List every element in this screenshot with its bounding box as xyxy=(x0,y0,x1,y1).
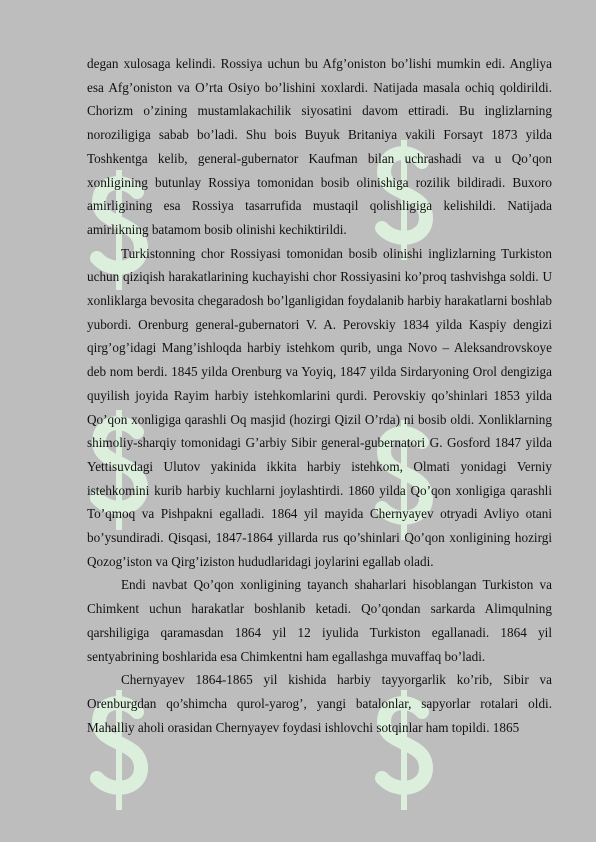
paragraph: degan xulosaga kelindi. Rossiya uchun bu Afg’oniston bo’lishi mumkin edi. Angliya esa Afg’oniston va O’rta Osiyo bo’lishini xoxlardi. Natijada masala ochiq qoldirildi. Chorizm o’zining mustamlakachilik siyosatini davom ettiradi. Bu inglizlarning noroziligiga sabab bo’ladi. Shu bois Buyuk Britaniya vakili Forsayt 1873 yilda Toshkentga kelib, general-gubernator Kaufman bilan uchrashadi va u Qo’qon xonligining butunlay Rossiya tomonidan bosib olinishiga rozilik bildiradi. Buxoro amirligining esa Rossiya tasarrufida mustaqil qolishligiga kelishildi. Natijada amirlikning batamom bosib olinishi kechiktirildi. xyxy=(87,56,552,237)
body-text xyxy=(87,52,552,739)
paragraph: Endi navbat Qo’qon xonligining tayanch shaharlari hisoblangan Turkiston va Chimkent uchun harakatlar boshlanib ketadi. Qo’qondan sarkarda Alimqulning qarshiligiga qaramasdan 1864 yil 12 iyulida Turkiston egallanadi. 1864 yil sentyabrining boshlarida esa Chimkentni ham egallashga muvaffaq bo’ladi. xyxy=(87,577,552,664)
paragraph: Chernyayev 1864-1865 yil kishida harbiy tayyorgarlik ko’rib, Sibir va Orenburgdan qo’shimcha qurol-yarog’, yangi batalonlar, sapyorlar rotalari oldi. Mahalliy aholi orasidan Chernyayev foydasi ishlovchi sotqinlar ham topildi. 1865 xyxy=(87,672,552,735)
paragraph: Turkistonning chor Rossiyasi tomonidan bosib olinishi inglizlarning Turkiston uchun qiziqish harakatlarining kuchayishi chor Rossiyasini ko’proq tashvishga soldi. U xonliklarga bevosita chegaradosh bo’lganligidan foydalanib harbiy harakatlarni boshlab yubordi. Orenburg general-gubernatori V. A. Perovskiy 1834 yilda Kaspiy dengizi qirg’og’idagi Mang’ishloqda harbiy istehkom qurib, unga Novo – Aleksandrovskoye deb nom berdi. 1845 yilda Orenburg va Yoyiq, 1847 yilda Sirdaryoning Orol dengiziga quyilish joyida Rayim harbiy istehkomlarini qurdi. Perovskiy qo’shinlari 1853 yilda Qo’qon xonligiga qarashli Oq masjid (hozirgi Qizil O’rda) ni bosib oldi. Xonliklarning shimoliy-sharqiy tomonidagi G’arbiy Sibir general-gubernatori G. Gosford 1847 yilda Yettisuvdagi Ulutov yakinida ikkita harbiy istehkom, Olmati yonidagi Verniy istehkomini kurib harbiy kuchlarni joylashtirdi. 1860 yilda Qo’qon xonligiga qarashli To’qmoq va Pishpakni egalladi. 1864 yil mayida Chernyayev otryadi Avliyo otani bo’ysundiradi. Qisqasi, 1847-1864 yillarda rus qo’shinlari Qo’qon xonligining hozirgi Qozog’iston va Qirg’iziston hududlaridagi joylarini egallab oladi. xyxy=(87,245,552,569)
